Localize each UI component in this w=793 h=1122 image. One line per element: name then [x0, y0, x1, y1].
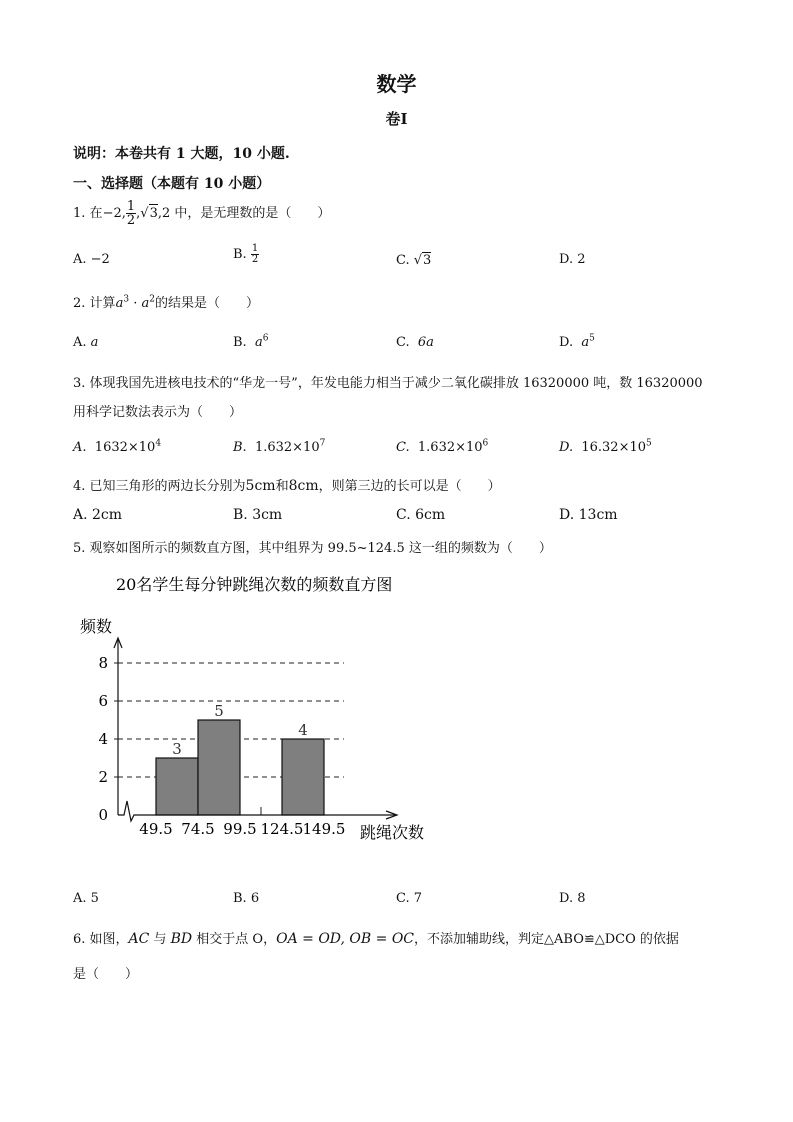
- q4-tail: ，则第三边的长可以是（ ）: [318, 479, 501, 494]
- question-2: [73, 292, 259, 311]
- q3-option-b[interactable]: [233, 440, 325, 455]
- q2-option-c-value: 6a: [417, 335, 434, 350]
- q1-sqrt-value: 3: [149, 206, 158, 221]
- bar-value-label-1: 3: [172, 740, 182, 758]
- q2-option-b-exp: 6: [262, 333, 269, 344]
- q4-value-2: 8cm: [288, 478, 319, 494]
- paper-subtitle: 卷Ⅰ: [385, 110, 408, 128]
- q1-comma: ,: [136, 206, 141, 221]
- q1-option-c-label: C.: [396, 253, 410, 268]
- q3-option-a-label: A.: [73, 440, 87, 455]
- q6-condition: OA = OD, OB = OC: [276, 931, 415, 947]
- q1-option-c[interactable]: C. √3: [396, 253, 432, 268]
- question-1: [73, 200, 330, 227]
- q2-tail: 的结果是（ ）: [154, 296, 259, 311]
- x-tick-label-149.5: 149.5: [302, 820, 346, 838]
- q3-option-c-exp: 6: [482, 438, 489, 449]
- q1-fraction: $\frac{1}{2}$: [126, 199, 136, 228]
- x-tick-label-74.5: 74.5: [181, 820, 215, 838]
- q3-option-a-exp: 4: [155, 438, 162, 449]
- q2-exp-1: 3: [123, 294, 130, 305]
- q3-option-c-label: C.: [396, 440, 410, 455]
- q3-option-c-value: 1.632×10: [417, 440, 483, 455]
- x-tick-label-124.5: 124.5: [260, 820, 304, 838]
- q1-option-c-value: 3: [423, 253, 432, 268]
- chart-title: 20名学生每分钟跳绳次数的频数直方图: [116, 575, 393, 594]
- q2-option-a-value: a: [90, 335, 99, 350]
- instruction-text: 说明：本卷共有 1 大题，10 小题.: [73, 146, 290, 162]
- q6-segment-bd: BD: [170, 931, 193, 947]
- chart-y-axis-label: 频数: [80, 617, 113, 636]
- q1-number: 1.: [73, 206, 86, 221]
- q1-pre: 在: [89, 206, 103, 221]
- q2-option-c-label: C.: [396, 335, 410, 350]
- y-tick-label-6: 6: [98, 692, 108, 710]
- q2-number: 2.: [73, 296, 86, 311]
- q2-option-b-value: a: [254, 335, 263, 350]
- q1-neg2: −2,: [102, 206, 126, 221]
- q3-option-c[interactable]: [396, 440, 488, 455]
- q3-option-d[interactable]: [559, 440, 652, 455]
- q5-option-b[interactable]: B. 6: [233, 891, 260, 906]
- y-tick-label-2: 2: [98, 768, 108, 786]
- q3-option-d-value: 16.32×10: [581, 440, 647, 455]
- q3-option-a-value: 1632×10: [94, 440, 156, 455]
- x-tick-label-49.5: 49.5: [139, 820, 173, 838]
- q3-option-d-label: D.: [559, 440, 574, 455]
- section-heading: 一、选择题（本题有 10 小题）: [73, 176, 271, 192]
- q3-option-b-value: 1.632×10: [254, 440, 320, 455]
- q5-option-a[interactable]: A. 5: [73, 891, 99, 906]
- q6-with: 与: [149, 932, 171, 947]
- histogram-bar-1: [156, 758, 198, 815]
- q1-option-a[interactable]: A. −2: [73, 252, 110, 267]
- q2-option-b[interactable]: [233, 335, 268, 350]
- q2-dot: ·: [129, 296, 142, 311]
- q2-option-a[interactable]: [73, 335, 98, 350]
- q6-mid: 相交于点 O，: [192, 932, 277, 947]
- page-title: 数学: [376, 72, 417, 96]
- q4-pre: 4. 已知三角形的两边长分别为: [73, 479, 246, 494]
- y-tick-label-4: 4: [98, 730, 108, 748]
- q2-base-2: a: [141, 296, 150, 311]
- q2-option-d[interactable]: [559, 335, 595, 350]
- question-3-line-2: 用科学记数法表示为（ ）: [73, 405, 243, 420]
- q1-option-b-fraction: $\frac{1}{2}$: [251, 243, 259, 265]
- chart-bars: [156, 702, 324, 815]
- q3-option-a[interactable]: [73, 440, 161, 455]
- q3-option-d-exp: 5: [646, 438, 652, 449]
- q1-option-d[interactable]: D. 2: [559, 252, 586, 267]
- question-6-line-1: [73, 928, 679, 947]
- q4-option-a[interactable]: A. 2cm: [73, 507, 123, 523]
- question-6-line-2: 是（ ）: [73, 967, 139, 982]
- q5-option-d[interactable]: D. 8: [559, 891, 586, 906]
- q2-pre: 计算: [89, 296, 116, 311]
- q5-option-c[interactable]: C. 7: [396, 891, 423, 906]
- q4-value-1: 5cm: [245, 478, 276, 494]
- q6-tail: ，不添加辅助线，判定△ABO≌△DCO 的依据: [414, 932, 679, 947]
- question-3-line-1: 3. 体现我国先进核电技术的“华龙一号”，年发电能力相当于减少二氧化碳排放 16320000 吨，数 16320000: [73, 376, 703, 391]
- chart-x-axis-label: 跳绳次数: [360, 823, 425, 842]
- q2-base-1: a: [115, 296, 124, 311]
- q2-option-a-label: A.: [73, 335, 87, 350]
- histogram-bar-4: [282, 739, 324, 815]
- q4-option-c[interactable]: C. 6cm: [396, 507, 446, 523]
- q6-segment-ac: AC: [128, 931, 150, 947]
- q2-option-b-label: B.: [233, 335, 247, 350]
- q2-exp-2: 2: [149, 294, 155, 305]
- question-5: 5. 观察如图所示的频数直方图，其中组界为 99.5~124.5 这一组的频数为（ ）: [73, 541, 552, 556]
- q2-option-c[interactable]: [396, 335, 434, 350]
- question-4: [73, 475, 501, 494]
- q2-option-d-value: a: [581, 335, 590, 350]
- q1-option-b-label: B.: [233, 247, 247, 262]
- q4-option-d[interactable]: D. 13cm: [559, 507, 618, 523]
- q3-option-b-exp: 7: [319, 438, 326, 449]
- bar-value-label-4: 4: [298, 721, 308, 739]
- q1-option-b[interactable]: [233, 244, 259, 265]
- q4-option-b[interactable]: B. 3cm: [233, 507, 283, 523]
- y-tick-label-8: 8: [98, 654, 108, 672]
- x-tick-label-99.5: 99.5: [223, 820, 257, 838]
- bar-value-label-2: 5: [214, 702, 224, 720]
- q6-pre: 6. 如图，: [73, 932, 129, 947]
- q4-mid: 和: [275, 479, 289, 494]
- q1-sqrt-sign: √: [140, 206, 149, 221]
- q3-option-b-label: B.: [233, 440, 247, 455]
- q2-option-d-label: D.: [559, 335, 574, 350]
- histogram-bar-2: [198, 720, 240, 815]
- q2-option-d-exp: 5: [589, 333, 595, 344]
- q1-tail: ,2 中，是无理数的是（ ）: [157, 206, 331, 221]
- y-tick-label-0: 0: [98, 806, 108, 824]
- frequency-histogram: [60, 568, 450, 868]
